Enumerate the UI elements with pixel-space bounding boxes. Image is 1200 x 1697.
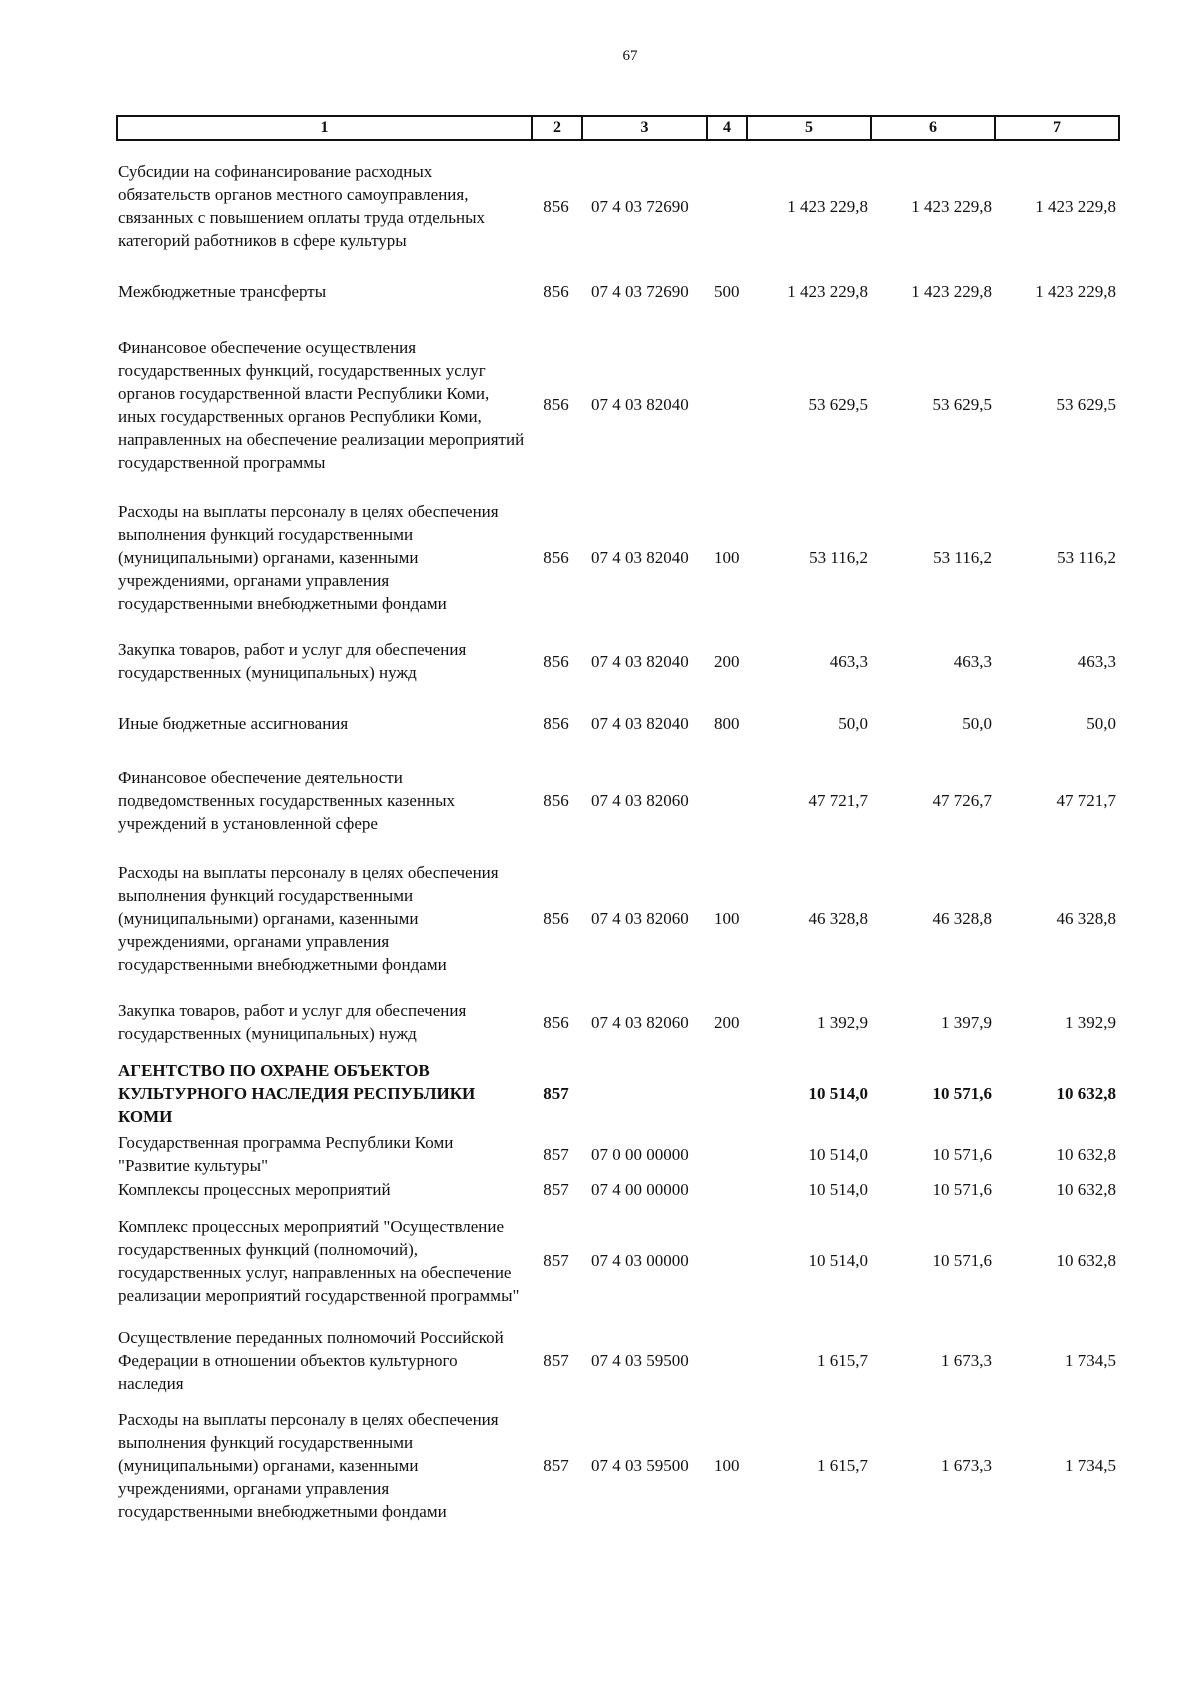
row-vr	[706, 752, 746, 848]
row-year3: 53 629,5	[1056, 395, 1116, 414]
row-year2: 47 726,7	[932, 790, 992, 810]
row-vr: 100	[714, 908, 740, 928]
row-year1: 1 392,9	[817, 1012, 868, 1032]
row-name: Закупка товаров, работ и услуг для обеспечения государственных (муниципальных) нужд	[118, 640, 467, 682]
row-name: Осуществление переданных полномочий Российской Федерации в отношении объектов культурного наследия	[118, 1327, 504, 1393]
row-year1: 50,0	[838, 713, 868, 733]
row-year3: 1 423 229,8	[1035, 281, 1116, 301]
row-csr: 07 4 03 82040	[591, 713, 689, 733]
row-csr: 07 4 03 82060	[591, 1012, 689, 1032]
row-csr: 07 4 03 82060	[591, 790, 689, 810]
row-csr: 07 4 03 82040	[591, 651, 689, 671]
row-year2: 53 629,5	[932, 395, 992, 414]
row-csr: 07 4 03 82040	[591, 395, 689, 414]
row-year3: 53 116,2	[1057, 548, 1116, 567]
row-vr	[706, 152, 746, 260]
row-vr: 500	[714, 281, 740, 301]
row-name: Государственная программа Республики Коми "Развитие культуры"	[118, 1133, 454, 1175]
table-row	[116, 1202, 1118, 1319]
row-year2: 10 571,6	[932, 1084, 992, 1103]
table-row	[116, 694, 1118, 752]
row-ved: 856	[543, 713, 569, 733]
row-year3: 463,3	[1077, 651, 1116, 671]
row-year2: 53 116,2	[933, 548, 992, 567]
row-vr	[706, 1202, 746, 1319]
row-year3: 1 734,5	[1065, 1350, 1116, 1370]
column-header-1: 1	[117, 116, 532, 140]
row-ved: 857	[543, 1251, 569, 1270]
row-year2: 463,3	[953, 651, 992, 671]
row-csr: 07 4 03 59500	[591, 1350, 689, 1370]
row-csr: 07 4 03 72690	[591, 196, 689, 216]
row-csr: 07 4 03 82040	[591, 548, 689, 567]
row-year3: 50,0	[1086, 713, 1116, 733]
row-ved: 856	[543, 908, 569, 928]
row-year2: 1 397,9	[941, 1012, 992, 1032]
row-name: Комплексы процессных мероприятий	[118, 1180, 391, 1199]
row-year2: 1 423 229,8	[911, 196, 992, 216]
row-vr: 800	[714, 713, 740, 733]
row-vr: 100	[714, 1455, 740, 1475]
column-header-5: 5	[747, 116, 871, 140]
row-year2: 1 673,3	[941, 1350, 992, 1370]
table-row	[116, 1177, 1118, 1202]
row-ved: 856	[543, 196, 569, 216]
table-row	[116, 260, 1118, 322]
table-row	[116, 988, 1118, 1056]
row-year2: 1 423 229,8	[911, 281, 992, 301]
row-year1: 1 615,7	[817, 1350, 868, 1370]
row-name: Расходы на выплаты персоналу в целях обеспечения выполнения функций государственными (муниципальными) органами, казенными учреждениями, органами управления государственными внебюджетными фондами	[118, 862, 499, 974]
row-ved: 856	[543, 790, 569, 810]
row-year3: 1 392,9	[1065, 1012, 1116, 1032]
row-vr	[706, 1177, 746, 1202]
row-csr: 07 4 00 00000	[591, 1180, 689, 1199]
table-row	[116, 152, 1118, 260]
column-header-3: 3	[582, 116, 707, 140]
row-vr: 200	[714, 651, 740, 671]
row-csr: 07 4 03 59500	[591, 1455, 689, 1475]
row-year2: 10 571,6	[932, 1144, 992, 1164]
row-year3: 10 632,8	[1056, 1180, 1116, 1199]
row-name: Расходы на выплаты персоналу в целях обеспечения выполнения функций государственными (муниципальными) органами, казенными учреждениями, органами управления государственными внебюджетными фондами	[118, 1409, 499, 1521]
column-header-2: 2	[532, 116, 582, 140]
row-ved: 856	[543, 548, 569, 567]
row-year1: 53 629,5	[808, 395, 868, 414]
row-year1: 463,3	[829, 651, 868, 671]
row-ved: 857	[543, 1084, 569, 1103]
row-year2: 10 571,6	[932, 1180, 992, 1199]
row-year1: 10 514,0	[808, 1251, 868, 1270]
row-year1: 10 514,0	[808, 1144, 868, 1164]
row-ved: 856	[543, 395, 569, 414]
row-year1: 46 328,8	[808, 908, 868, 928]
row-ved: 857	[543, 1180, 569, 1199]
row-year2: 50,0	[962, 713, 992, 733]
row-year1: 1 615,7	[817, 1455, 868, 1475]
table-row	[116, 752, 1118, 848]
row-vr	[706, 322, 746, 487]
row-ved: 856	[543, 281, 569, 301]
row-csr	[581, 1056, 706, 1131]
row-year2: 10 571,6	[932, 1251, 992, 1270]
table-row	[116, 1056, 1118, 1131]
row-csr: 07 4 03 00000	[591, 1251, 689, 1270]
row-ved: 856	[543, 1012, 569, 1032]
row-name: Финансовое обеспечение деятельности подведомственных государственных казенных учреждений в установленной сфере	[118, 767, 456, 833]
row-year1: 10 514,0	[808, 1180, 868, 1199]
row-name: АГЕНТСТВО ПО ОХРАНЕ ОБЪЕКТОВ КУЛЬТУРНОГО НАСЛЕДИЯ РЕСПУБЛИКИ КОМИ	[118, 1061, 476, 1126]
row-year3: 1 423 229,8	[1035, 196, 1116, 216]
table-header	[116, 115, 1120, 141]
row-year3: 10 632,8	[1056, 1144, 1116, 1164]
row-year3: 1 734,5	[1065, 1455, 1116, 1475]
row-ved: 856	[543, 651, 569, 671]
row-vr	[706, 1131, 746, 1177]
row-csr: 07 4 03 72690	[591, 281, 689, 301]
row-ved: 857	[543, 1455, 569, 1475]
budget-table	[116, 152, 1118, 1529]
row-name: Расходы на выплаты персоналу в целях обеспечения выполнения функций государственными (муниципальными) органами, казенными учреждениями, органами управления государственными внебюджетными фондами	[118, 502, 499, 613]
row-year3: 10 632,8	[1056, 1251, 1116, 1270]
row-vr: 200	[714, 1012, 740, 1032]
row-name: Закупка товаров, работ и услуг для обеспечения государственных (муниципальных) нужд	[118, 1001, 467, 1043]
table-row	[116, 322, 1118, 487]
row-year1: 1 423 229,8	[787, 196, 868, 216]
row-name: Субсидии на софинансирование расходных обязательств органов местного самоуправления, связанных с повышением оплаты труда отдельных категорий работников в сфере культуры	[118, 162, 486, 250]
row-year1: 53 116,2	[809, 548, 868, 567]
row-name: Межбюджетные трансферты	[118, 281, 327, 301]
row-year2: 46 328,8	[932, 908, 992, 928]
row-year1: 10 514,0	[808, 1084, 868, 1103]
row-name: Комплекс процессных мероприятий "Осуществление государственных функций (полномочий), государственных услуг, направленных на обеспечение реализации мероприятий государственной программы"	[118, 1216, 520, 1305]
row-vr	[706, 1056, 746, 1131]
table-row	[116, 487, 1118, 628]
table-row	[116, 628, 1118, 694]
row-year3: 46 328,8	[1056, 908, 1116, 928]
row-vr: 100	[714, 548, 740, 567]
column-header-6: 6	[871, 116, 995, 140]
row-vr	[706, 1319, 746, 1401]
table-row	[116, 1319, 1118, 1401]
row-csr: 07 0 00 00000	[591, 1144, 689, 1164]
row-ved: 857	[543, 1144, 569, 1164]
table-row	[116, 1131, 1118, 1177]
row-year3: 47 721,7	[1056, 790, 1116, 810]
column-header-4: 4	[707, 116, 747, 140]
row-year1: 1 423 229,8	[787, 281, 868, 301]
row-name: Финансовое обеспечение осуществления государственных функций, государственных услуг органов государственной власти Республики Коми, иных государственных органов Республики Коми, направленных на обеспечение реализации мероприятий государственной программы	[118, 337, 525, 472]
row-name: Иные бюджетные ассигнования	[118, 713, 349, 733]
row-year1: 47 721,7	[808, 790, 868, 810]
page-number: 67	[622, 48, 638, 64]
table-row	[116, 848, 1118, 988]
row-csr: 07 4 03 82060	[591, 908, 689, 928]
column-header-7: 7	[995, 116, 1119, 140]
row-year2: 1 673,3	[941, 1455, 992, 1475]
row-ved: 857	[543, 1350, 569, 1370]
table-row	[116, 1401, 1118, 1529]
row-year3: 10 632,8	[1056, 1084, 1116, 1103]
